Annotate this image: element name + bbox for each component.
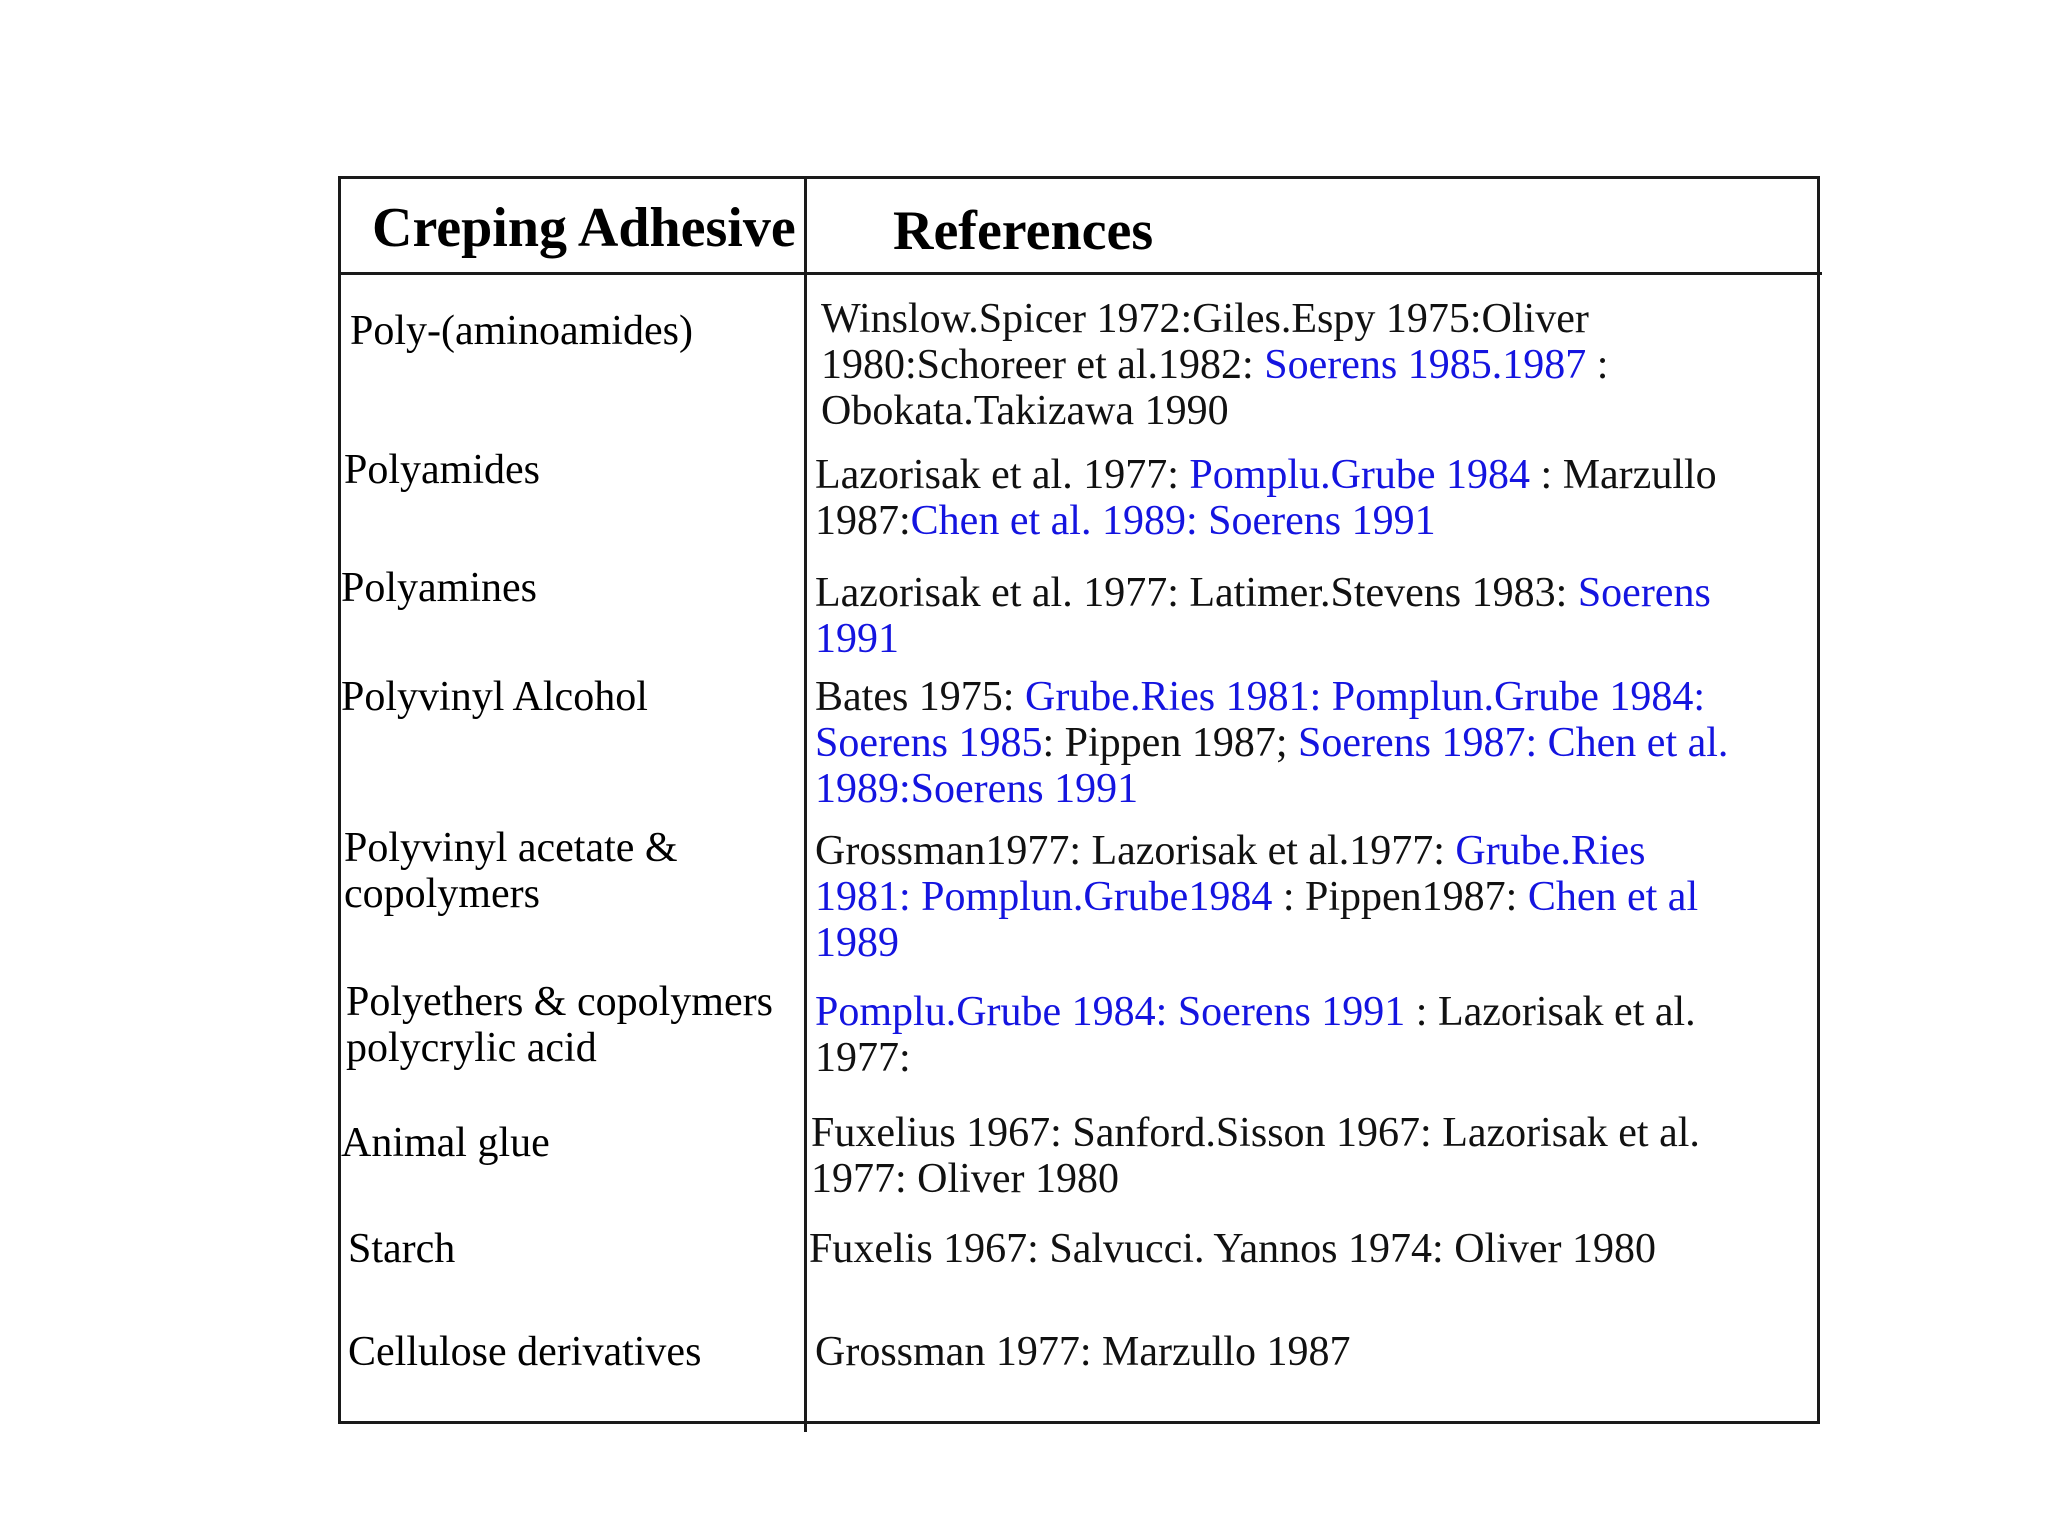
references-cell-7 (809, 1226, 1656, 1272)
reference-text: 1977: Oliver 1980 (811, 1156, 1119, 1202)
reference-text: : (1586, 342, 1609, 388)
reference-line (821, 342, 1608, 388)
references-cell-0 (821, 296, 1608, 434)
references-cell-3 (815, 674, 1728, 812)
reference-link-text: Pomplu.Grube 1984: Soerens 1991 (815, 989, 1406, 1035)
references-cell-1 (815, 452, 1717, 544)
reference-text: : Pippen 1987; (1042, 720, 1298, 766)
adhesive-cell-1 (344, 447, 540, 493)
adhesive-text: copolymers (344, 871, 540, 917)
reference-link-text: 1989 (815, 920, 899, 966)
reference-line (815, 616, 1711, 662)
adhesive-text: Polyvinyl acetate & (344, 825, 678, 871)
reference-link-text: Pomplu.Grube 1984 (1189, 452, 1531, 498)
reference-line (821, 388, 1608, 434)
reference-text: : Marzullo (1530, 452, 1717, 498)
reference-text: Obokata.Takizawa 1990 (821, 388, 1229, 434)
reference-text: Winslow.Spicer 1972:Giles.Espy 1975:Oliver (821, 296, 1589, 342)
references-cell-5 (815, 989, 1696, 1081)
reference-text: Fuxelius 1967: Sanford.Sisson 1967: Lazorisak et al. (811, 1110, 1700, 1156)
reference-link-text: Soerens 1985 (815, 720, 1043, 766)
adhesive-text: Polyamides (344, 447, 540, 493)
references-cell-6 (811, 1110, 1700, 1202)
adhesive-text: Animal glue (341, 1120, 550, 1166)
reference-line (809, 1226, 1656, 1272)
reference-text: Grossman1977: Lazorisak et al.1977: (815, 828, 1456, 874)
adhesive-cell-4 (344, 825, 678, 917)
header-rule (338, 272, 1822, 275)
reference-text: 1980:Schoreer et al.1982: (821, 342, 1265, 388)
adhesive-text: Cellulose derivatives (348, 1329, 702, 1375)
adhesive-text: Starch (348, 1226, 456, 1272)
reference-line (811, 1156, 1700, 1202)
reference-line (821, 296, 1608, 342)
references-cell-8 (815, 1329, 1350, 1375)
header-creping-adhesive: Creping Adhesive (372, 197, 796, 259)
reference-line (815, 1329, 1350, 1375)
adhesive-text: Polyamines (341, 565, 537, 611)
reference-line (815, 766, 1728, 812)
adhesive-text: polycrylic acid (346, 1025, 597, 1071)
adhesive-cell-3 (341, 674, 648, 720)
reference-text: Grossman 1977: Marzullo 1987 (815, 1329, 1351, 1375)
adhesive-cell-0 (350, 308, 693, 354)
header-references: References (893, 200, 1154, 262)
reference-text: Lazorisak et al. 1977: Latimer.Stevens 1983: (815, 570, 1578, 616)
reference-link-text: Soerens 1987: Chen et al. (1298, 720, 1729, 766)
adhesive-cell-8 (348, 1329, 701, 1375)
reference-line (815, 989, 1696, 1035)
reference-line (815, 452, 1717, 498)
reference-link-text: 1989:Soerens 1991 (815, 766, 1139, 812)
adhesive-text: Poly-(aminoamides) (350, 308, 693, 354)
references-cell-2 (815, 570, 1711, 662)
reference-link-text: Grube.Ries 1981: Pomplun.Grube 1984: (1024, 674, 1706, 720)
reference-link-text: Chen et al (1527, 874, 1699, 920)
reference-line (815, 1035, 1696, 1081)
reference-text: 1977: (815, 1035, 911, 1081)
reference-link-text: Chen et al. 1989: Soerens 1991 (910, 498, 1436, 544)
adhesive-cell-6 (341, 1120, 550, 1166)
reference-line (815, 720, 1728, 766)
reference-link-text: Grube.Ries (1455, 828, 1646, 874)
reference-text: Lazorisak et al. 1977: (815, 452, 1190, 498)
reference-link-text: 1981: Pomplun.Grube1984 (815, 874, 1273, 920)
reference-line (815, 874, 1698, 920)
adhesive-cell-7 (348, 1226, 455, 1272)
column-divider (804, 178, 807, 1432)
reference-line (815, 498, 1717, 544)
reference-text: Bates 1975: (815, 674, 1025, 720)
reference-line (815, 570, 1711, 616)
reference-text: : Lazorisak et al. (1405, 989, 1696, 1035)
references-cell-4 (815, 828, 1698, 966)
reference-line (815, 828, 1698, 874)
reference-line (811, 1110, 1700, 1156)
adhesive-text: Polyvinyl Alcohol (341, 674, 648, 720)
adhesive-cell-2 (341, 565, 537, 611)
adhesive-text: Polyethers & copolymers (346, 979, 773, 1025)
reference-link-text: 1991 (815, 616, 899, 662)
reference-line (815, 674, 1728, 720)
adhesive-cell-5 (346, 979, 773, 1071)
reference-text: : Pippen1987: (1272, 874, 1528, 920)
reference-text: 1987: (815, 498, 911, 544)
reference-link-text: Soerens (1577, 570, 1711, 616)
reference-link-text: Soerens 1985.1987 (1264, 342, 1587, 388)
reference-text: Fuxelis 1967: Salvucci. Yannos 1974: Oliver 1980 (809, 1226, 1656, 1272)
reference-line (815, 920, 1698, 966)
